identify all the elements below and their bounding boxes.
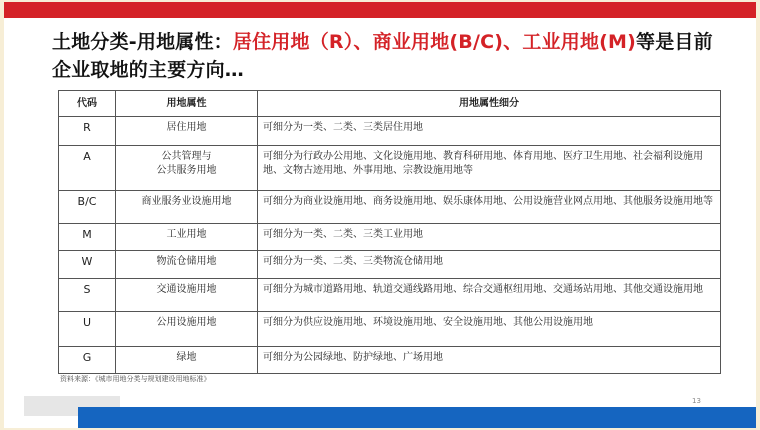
footer-blue-bar bbox=[78, 407, 756, 428]
attribute-cell: 商业服务业设施用地 bbox=[116, 191, 258, 224]
attribute-cell: 工业用地 bbox=[116, 224, 258, 251]
code-cell: R bbox=[59, 117, 116, 146]
code-cell: U bbox=[59, 312, 116, 347]
page-number: 13 bbox=[692, 397, 701, 405]
detail-cell: 可细分为一类、二类、三类工业用地 bbox=[258, 224, 721, 251]
attribute-cell: 公用设施用地 bbox=[116, 312, 258, 347]
land-use-table bbox=[58, 90, 721, 374]
column-header-code: 代码 bbox=[59, 91, 116, 117]
attribute-cell bbox=[116, 146, 258, 191]
table-row bbox=[59, 224, 721, 251]
table-row bbox=[59, 191, 721, 224]
table-header-row bbox=[59, 91, 721, 117]
table-row bbox=[59, 251, 721, 279]
title-prefix: 土地分类-用地属性： bbox=[52, 31, 233, 53]
code-cell: A bbox=[59, 146, 116, 191]
code-cell: G bbox=[59, 347, 116, 374]
title-suffix: 等是目前企业取地的主要方向… bbox=[52, 31, 713, 81]
table-row bbox=[59, 117, 721, 146]
attribute-cell: 居住用地 bbox=[116, 117, 258, 146]
attribute-line-1: 公共管理与 bbox=[161, 151, 212, 162]
table-row bbox=[59, 146, 721, 191]
code-cell: S bbox=[59, 279, 116, 312]
column-header-attribute: 用地属性 bbox=[116, 91, 258, 117]
column-header-detail: 用地属性细分 bbox=[258, 91, 721, 117]
slide bbox=[4, 2, 756, 428]
title-highlight: 居住用地（R）、商业用地(B/C)、工业用地(M) bbox=[232, 31, 637, 53]
detail-cell: 可细分为行政办公用地、文化设施用地、教育科研用地、体育用地、医疗卫生用地、社会福利设施用地、文物古迹用地、外事用地、宗教设施用地等 bbox=[258, 146, 721, 191]
detail-cell: 可细分为商业设施用地、商务设施用地、娱乐康体用地、公用设施营业网点用地、其他服务设施用地等 bbox=[258, 191, 721, 224]
table-row bbox=[59, 347, 721, 374]
code-cell: M bbox=[59, 224, 116, 251]
detail-cell: 可细分为供应设施用地、环境设施用地、安全设施用地、其他公用设施用地 bbox=[258, 312, 721, 347]
code-cell: W bbox=[59, 251, 116, 279]
attribute-cell: 物流仓储用地 bbox=[116, 251, 258, 279]
source-note: 资料来源：《城市用地分类与规划建设用地标准》 bbox=[60, 375, 211, 383]
table-row bbox=[59, 279, 721, 312]
detail-cell: 可细分为一类、二类、三类居住用地 bbox=[258, 117, 721, 146]
attribute-line-2: 公共服务用地 bbox=[156, 165, 217, 176]
attribute-cell: 绿地 bbox=[116, 347, 258, 374]
top-red-bar bbox=[4, 2, 756, 18]
attribute-cell: 交通设施用地 bbox=[116, 279, 258, 312]
detail-cell: 可细分为一类、二类、三类物流仓储用地 bbox=[258, 251, 721, 279]
detail-cell: 可细分为城市道路用地、轨道交通线路用地、综合交通枢纽用地、交通场站用地、其他交通设施用地 bbox=[258, 279, 721, 312]
code-cell: B/C bbox=[59, 191, 116, 224]
table-row bbox=[59, 312, 721, 347]
slide-title bbox=[52, 28, 732, 84]
detail-cell: 可细分为公园绿地、防护绿地、广场用地 bbox=[258, 347, 721, 374]
